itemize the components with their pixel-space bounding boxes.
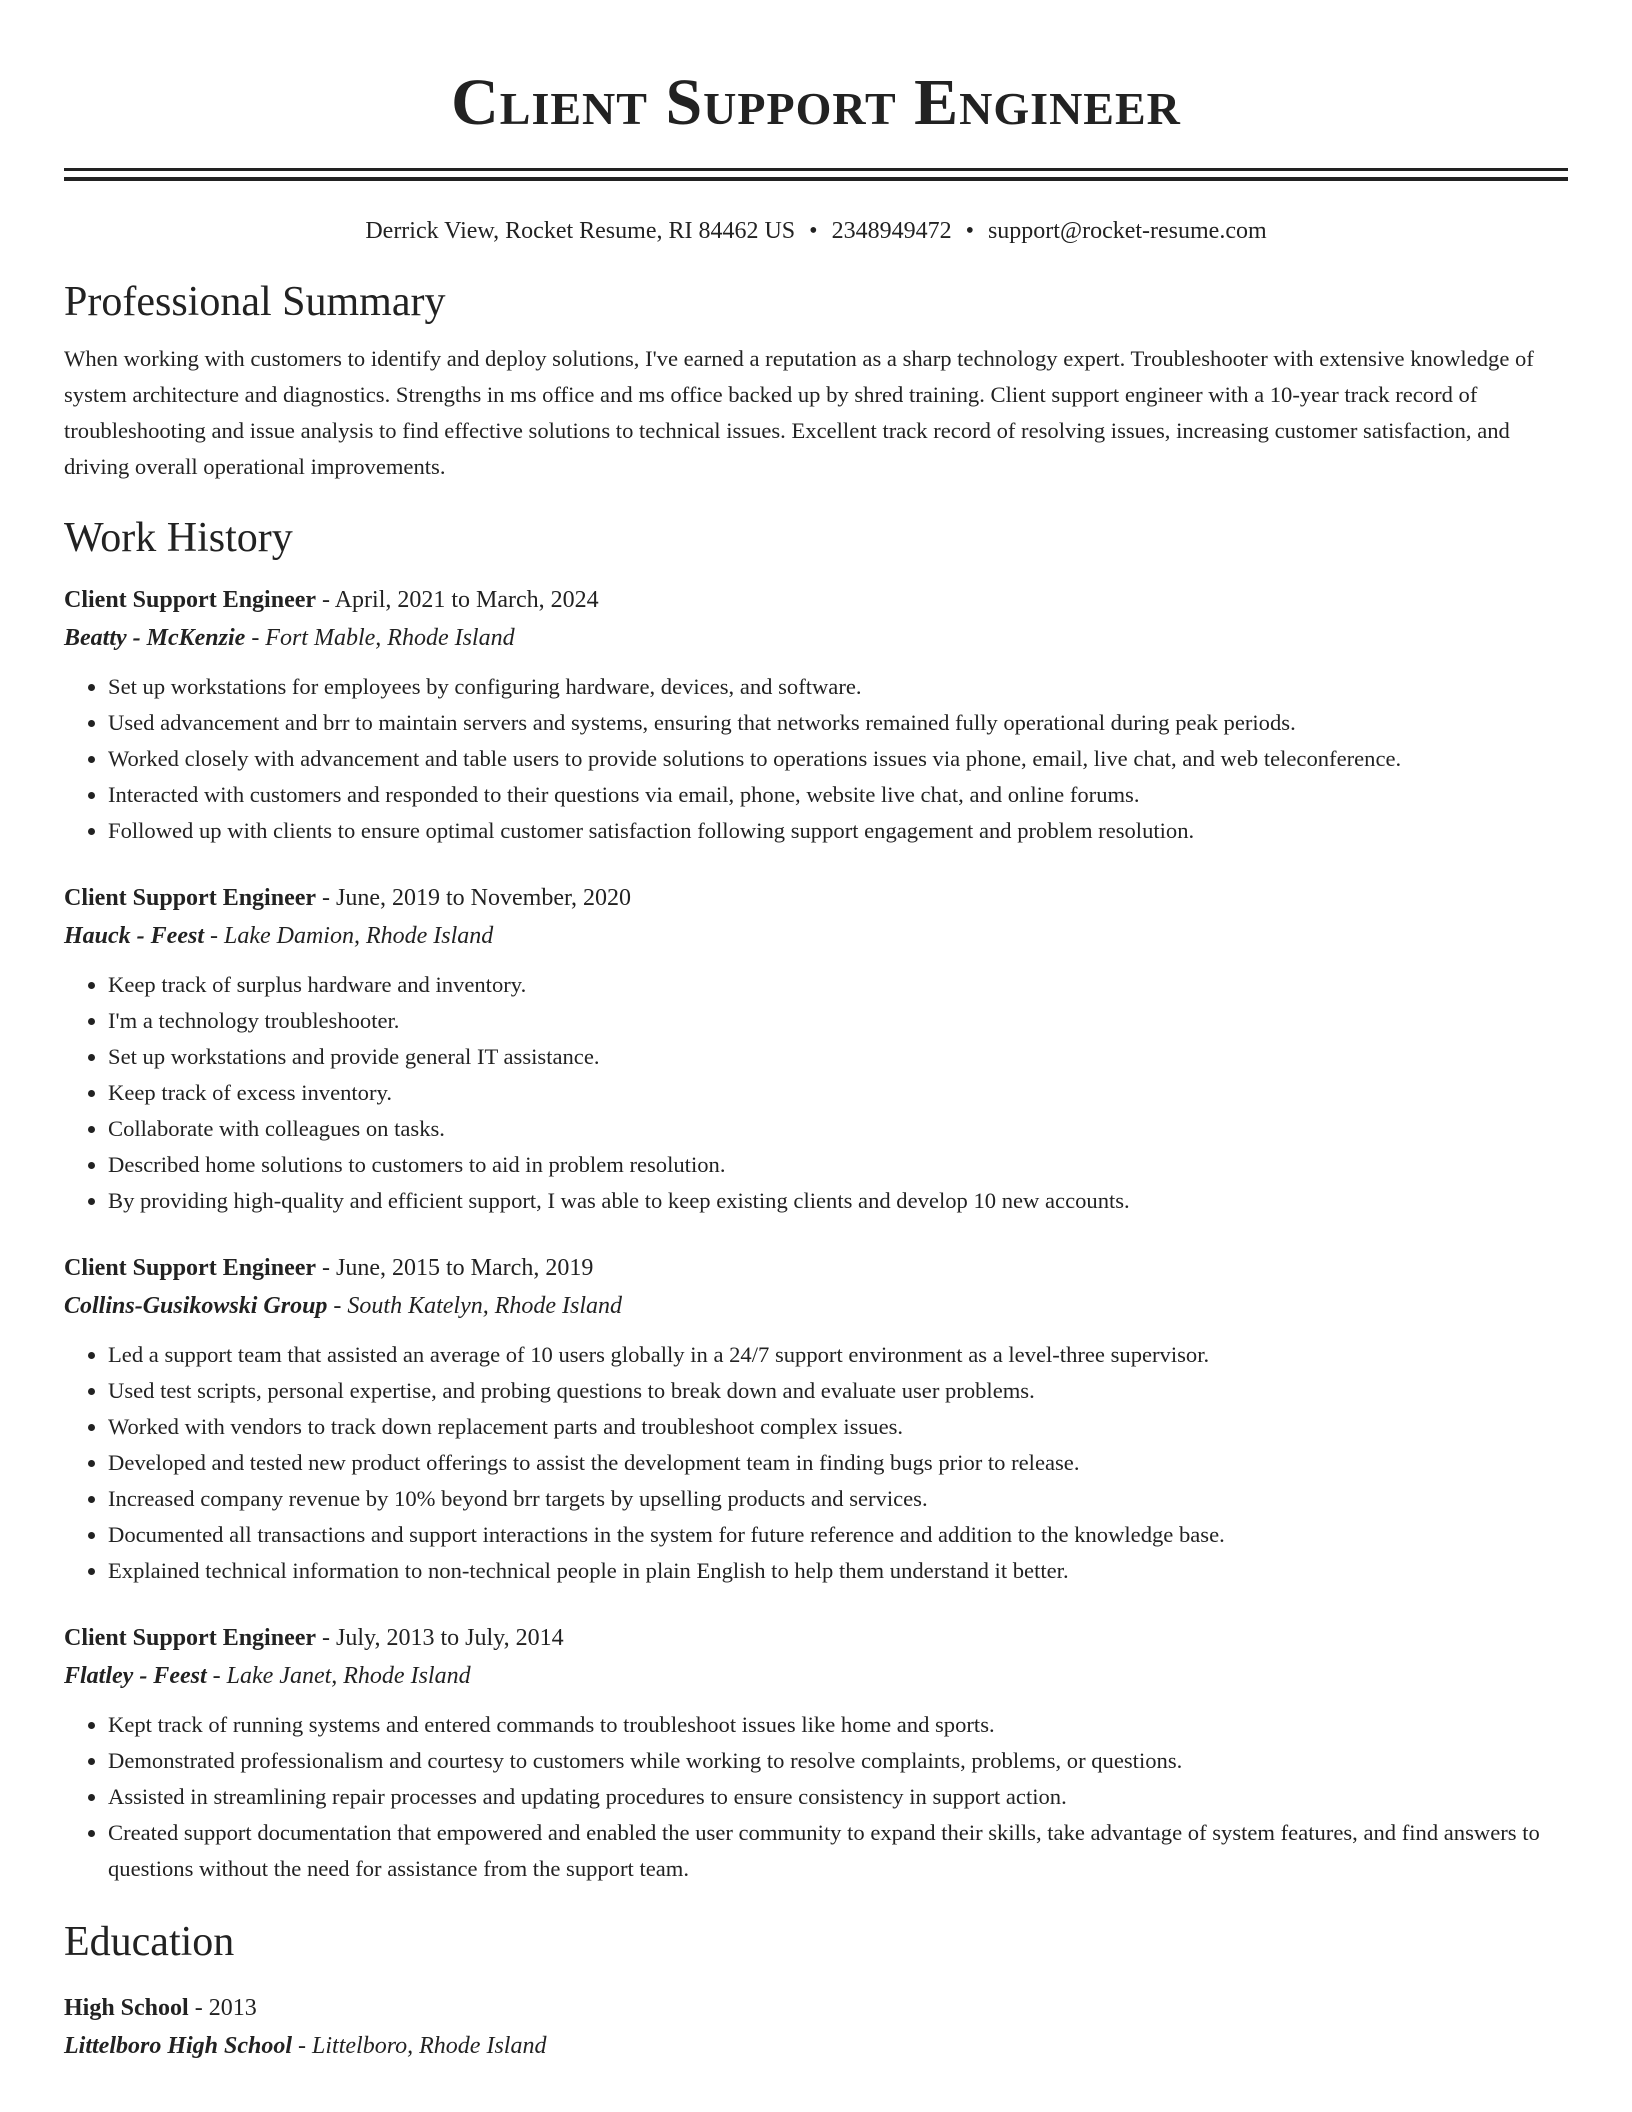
job-bullets <box>64 967 1568 1219</box>
job-title-line <box>64 1249 1568 1287</box>
job-bullet: • Described home solutions to customers to aid in problem resolution. <box>108 1147 1568 1183</box>
job-role: Client Support Engineer <box>64 587 317 613</box>
job-bullet: • Worked closely with advancement and table users to provide solutions to operations issues via phone, email, live chat, and web teleconference. <box>108 741 1568 777</box>
job-dates: - July, 2013 to July, 2014 <box>316 1625 564 1651</box>
job-role: Client Support Engineer <box>64 1255 317 1281</box>
job-title-line <box>64 879 1568 917</box>
job-bullet: • Used test scripts, personal expertise, and probing questions to break down and evaluate user problems. <box>108 1373 1568 1409</box>
job-bullet: • Keep track of surplus hardware and inventory. <box>108 967 1568 1003</box>
job-bullet: • Led a support team that assisted an average of 10 users globally in a 24/7 support environment as a level-three supervisor. <box>108 1337 1568 1373</box>
job-title-line <box>64 581 1568 619</box>
education-degree: High School <box>64 1995 189 2021</box>
education-school-line <box>64 2027 1568 2065</box>
contact-phone: 2348949472 <box>831 218 952 244</box>
resume-page <box>64 0 1568 2065</box>
education-entry <box>64 1989 1568 2065</box>
job-employer-line <box>64 917 1568 955</box>
education-school: Littelboro High School <box>64 2033 293 2059</box>
contact-address: Derrick View, Rocket Resume, RI 84462 US <box>365 218 796 244</box>
education-heading: Education <box>64 1919 235 1965</box>
job-bullet: • Set up workstations for employees by configuring hardware, devices, and software. <box>108 669 1568 705</box>
job-bullet: • I'm a technology troubleshooter. <box>108 1003 1568 1039</box>
job-location: - Lake Damion, Rhode Island <box>203 923 494 949</box>
education-location: - Littelboro, Rhode Island <box>292 2033 547 2059</box>
job-bullet: • Kept track of running systems and entered commands to troubleshoot issues like home and sports. <box>108 1707 1568 1743</box>
resume-title: Client Support Engineer <box>451 66 1181 139</box>
job-role: Client Support Engineer <box>64 885 317 911</box>
job-bullet: • Assisted in streamlining repair processes and updating procedures to ensure consistency in support action. <box>108 1779 1568 1815</box>
job-company: Beatty - McKenzie <box>64 625 246 651</box>
job-bullets <box>64 1337 1568 1589</box>
job-entry <box>64 1619 1568 1887</box>
job-bullet: • Set up workstations and provide general IT assistance. <box>108 1039 1568 1075</box>
contact-separator: • <box>965 218 974 244</box>
job-employer-line <box>64 1657 1568 1695</box>
job-company: Flatley - Feest <box>64 1663 207 1689</box>
job-bullet: • Collaborate with colleagues on tasks. <box>108 1111 1568 1147</box>
work-history-heading: Work History <box>64 515 293 561</box>
job-company: Collins-Gusikowski Group <box>64 1293 328 1319</box>
job-bullet: • Developed and tested new product offerings to assist the development team in finding bugs prior to release. <box>108 1445 1568 1481</box>
job-bullet: • Documented all transactions and support interactions in the system for future reference and addition to the knowledge base. <box>108 1517 1568 1553</box>
job-entry <box>64 1249 1568 1589</box>
job-bullet: • Followed up with clients to ensure optimal customer satisfaction following support engagement and problem resolution. <box>108 813 1568 849</box>
job-dates: - June, 2015 to March, 2019 <box>316 1255 594 1281</box>
job-entry <box>64 581 1568 849</box>
job-location: - Fort Mable, Rhode Island <box>245 625 515 651</box>
education-year: - 2013 <box>188 1995 257 2021</box>
job-bullet: • Worked with vendors to track down replacement parts and troubleshoot complex issues. <box>108 1409 1568 1445</box>
job-employer-line <box>64 1287 1568 1325</box>
contact-line <box>64 215 1568 247</box>
job-bullets <box>64 669 1568 849</box>
education-degree-line <box>64 1989 1568 2027</box>
job-bullet: • By providing high-quality and efficient support, I was able to keep existing clients and develop 10 new accounts. <box>108 1183 1568 1219</box>
job-bullet: • Explained technical information to non-technical people in plain English to help them understand it better. <box>108 1553 1568 1589</box>
job-title-line <box>64 1619 1568 1657</box>
contact-email: support@rocket-resume.com <box>987 218 1267 244</box>
title-divider-bottom <box>64 177 1568 181</box>
job-bullets <box>64 1707 1568 1887</box>
job-company: Hauck - Feest <box>64 923 204 949</box>
contact-separator: • <box>809 218 818 244</box>
job-bullet: • Interacted with customers and responded to their questions via email, phone, website live chat, and online forums. <box>108 777 1568 813</box>
job-bullet: • Created support documentation that empowered and enabled the user community to expand their skills, take advantage of system features, and find answers to questions without the need for assistance from the support team. <box>108 1815 1568 1887</box>
job-entry <box>64 879 1568 1219</box>
summary-text: When working with customers to identify and deploy solutions, I've earned a reputation as a sharp technology expert. Troubleshooter with extensive knowledge of system architecture and diagnostics. Strengths in ms office and ms office backed up by shred training. Client support engineer with a 10-year track record of troubleshooting and issue analysis to find effective solutions to technical issues. Excellent track record of resolving issues, increasing customer satisfaction, and driving overall operational improvements. <box>64 346 1534 479</box>
job-bullet: • Used advancement and brr to maintain servers and systems, ensuring that networks remained fully operational during peak periods. <box>108 705 1568 741</box>
job-bullet: • Keep track of excess inventory. <box>108 1075 1568 1111</box>
job-location: - South Katelyn, Rhode Island <box>327 1293 623 1319</box>
summary-heading: Professional Summary <box>64 279 446 325</box>
job-bullet: • Demonstrated professionalism and courtesy to customers while working to resolve complaints, problems, or questions. <box>108 1743 1568 1779</box>
job-role: Client Support Engineer <box>64 1625 317 1651</box>
education-list <box>64 1989 1568 2065</box>
job-bullet: • Increased company revenue by 10% beyond brr targets by upselling products and services. <box>108 1481 1568 1517</box>
work-history-list <box>64 581 1568 1887</box>
job-location: - Lake Janet, Rhode Island <box>206 1663 471 1689</box>
job-employer-line <box>64 619 1568 657</box>
job-dates: - June, 2019 to November, 2020 <box>316 885 632 911</box>
title-divider-top <box>64 168 1568 171</box>
job-dates: - April, 2021 to March, 2024 <box>316 587 599 613</box>
